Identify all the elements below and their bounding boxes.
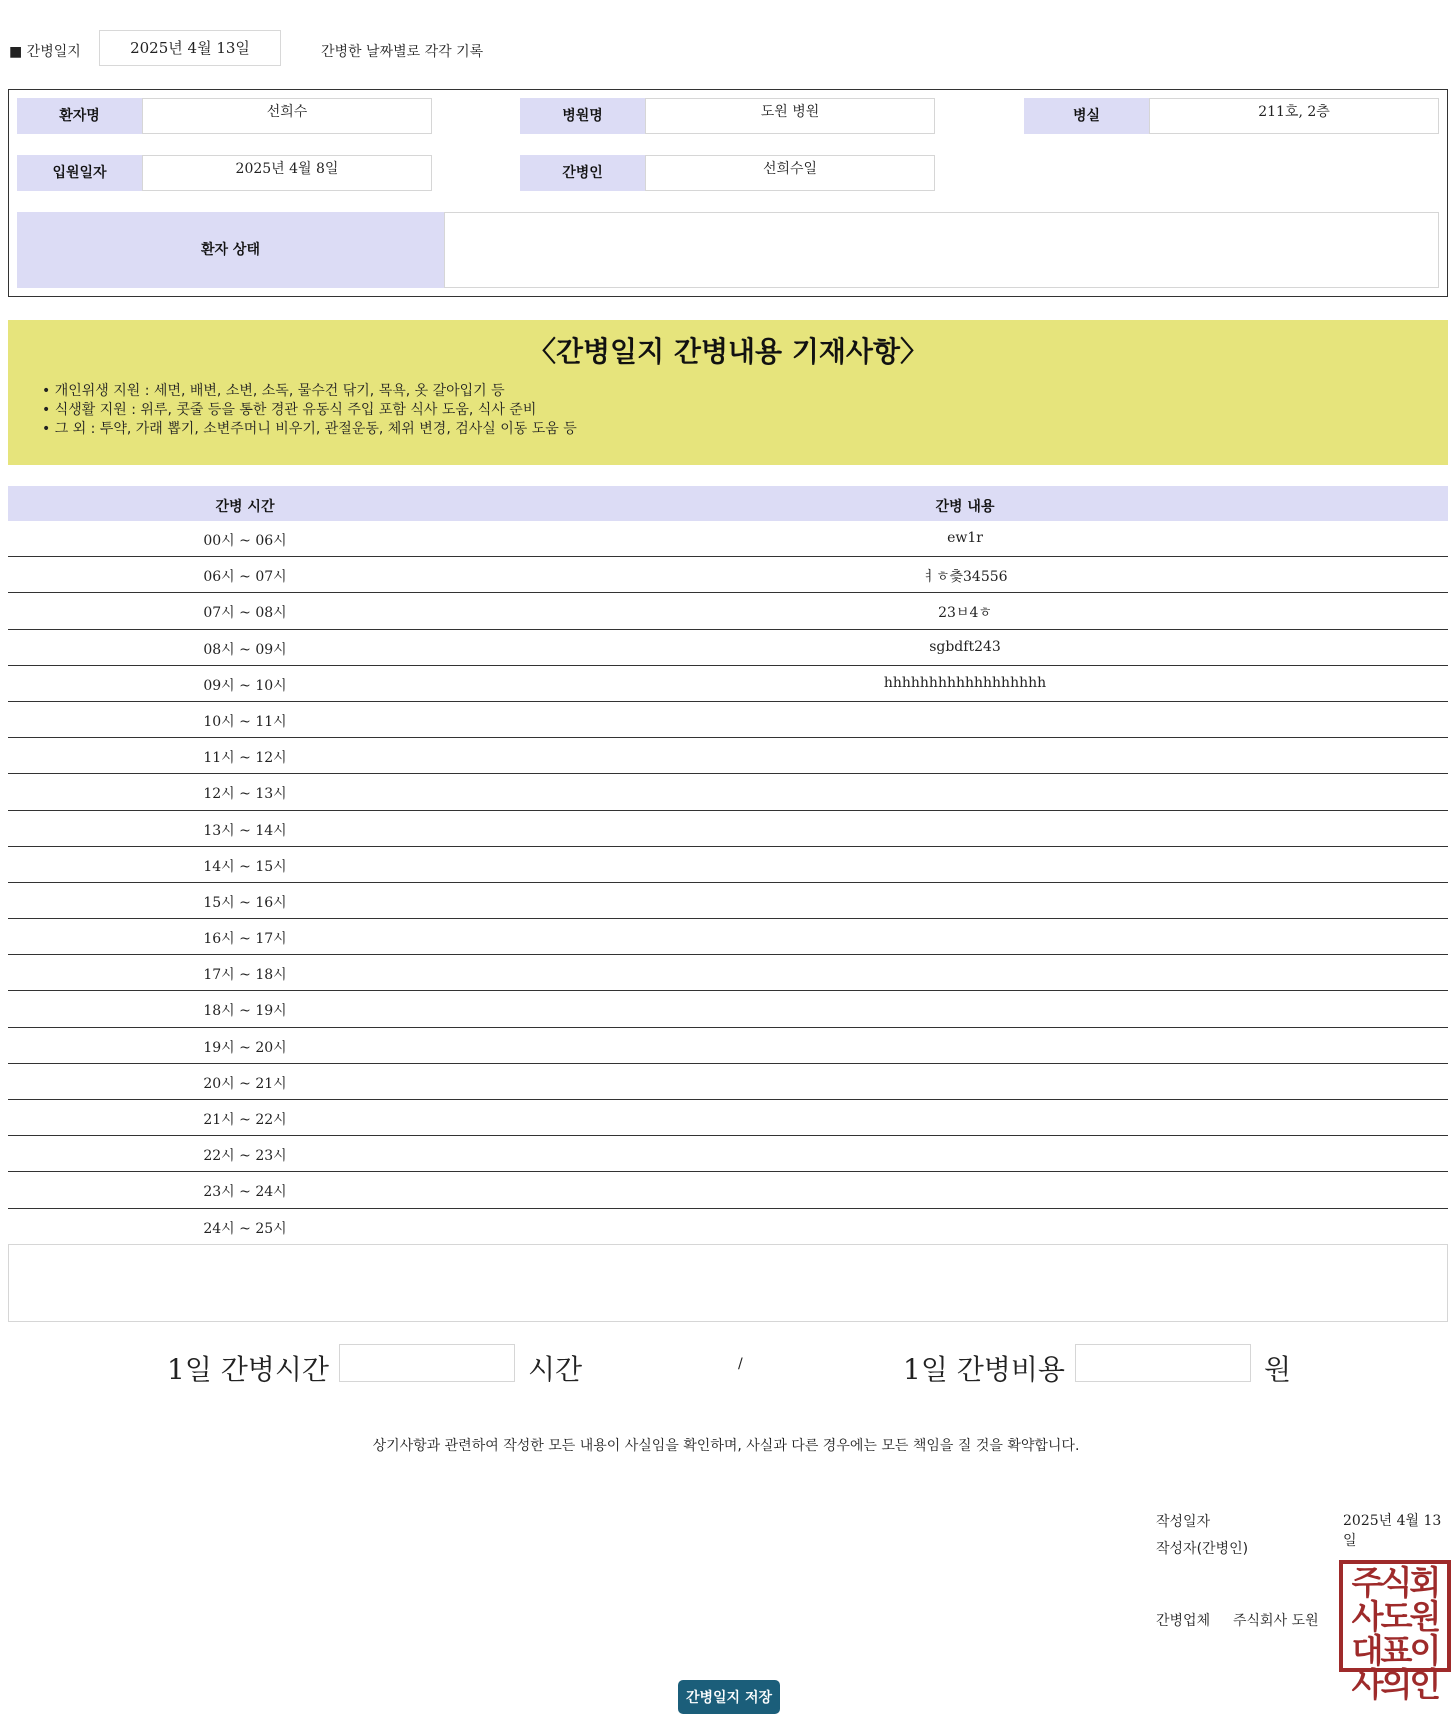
table-row bbox=[8, 1064, 1448, 1100]
writer-label: 작성자(간병인) bbox=[1156, 1541, 1249, 1557]
daily-summary bbox=[0, 1344, 1452, 1388]
care-time-cell: 21시 ~ 22시 bbox=[203, 1112, 287, 1128]
notice-item: • 개인위생 지원 : 세면, 배변, 소변, 소독, 물수건 닦기, 목욕, 옷 갈아입기 등 bbox=[42, 382, 577, 401]
write-date-label: 작성일자 bbox=[1156, 1514, 1211, 1530]
care-time-cell: 15시 ~ 16시 bbox=[203, 894, 287, 911]
care-time-cell: 16시 ~ 17시 bbox=[203, 931, 287, 948]
care-time-cell: 00시 ~ 06시 bbox=[203, 533, 287, 549]
care-content-cell[interactable]: 23ㅂ4ㅎ bbox=[938, 605, 992, 622]
admit-date-label: 입원일자 bbox=[17, 155, 142, 191]
caregiver-label: 간병인 bbox=[520, 155, 645, 191]
table-row bbox=[8, 593, 1448, 629]
caregiver-input[interactable]: 선희수일 bbox=[645, 155, 935, 191]
notice-item: • 그 외 : 투약, 가래 뽑기, 소변주머니 비우기, 관절운동, 체위 변경, 검사실 이동 도움 등 bbox=[42, 420, 577, 439]
room-label: 병실 bbox=[1024, 98, 1149, 134]
admit-date-input[interactable]: 2025년 4월 8일 bbox=[142, 155, 432, 191]
care-time-header: 간병 시간 bbox=[215, 499, 275, 515]
table-row bbox=[8, 521, 1448, 557]
save-diary-button[interactable]: 간병일지 저장 bbox=[678, 1680, 780, 1714]
daily-hours-input[interactable] bbox=[339, 1344, 515, 1382]
patient-name-input[interactable]: 선희수 bbox=[142, 98, 432, 134]
care-time-cell: 07시 ~ 08시 bbox=[203, 605, 287, 622]
table-row bbox=[8, 1100, 1448, 1136]
memo-textarea[interactable] bbox=[8, 1244, 1448, 1322]
diary-label: ■ 간병일지 bbox=[9, 44, 81, 60]
table-row bbox=[8, 1172, 1448, 1208]
diary-note: 간병한 날짜별로 각각 기록 bbox=[321, 44, 484, 60]
care-time-cell: 13시 ~ 14시 bbox=[203, 822, 287, 839]
care-time-cell: 20시 ~ 21시 bbox=[203, 1075, 287, 1092]
company-seal: 주식회사도원대표이사의인 bbox=[1339, 1560, 1451, 1672]
daily-hours-unit: 시간 bbox=[528, 1353, 583, 1386]
table-row bbox=[8, 1209, 1448, 1245]
patient-status-input[interactable] bbox=[444, 212, 1439, 288]
table-row bbox=[8, 991, 1448, 1027]
table-row bbox=[8, 774, 1448, 810]
table-row bbox=[8, 1136, 1448, 1172]
hospital-name-input[interactable]: 도원 병원 bbox=[645, 98, 935, 134]
care-time-cell: 24시 ~ 25시 bbox=[203, 1220, 287, 1237]
table-row bbox=[8, 557, 1448, 593]
notice-title: 〈간병일지 간병내용 기재사항〉 bbox=[527, 335, 929, 368]
care-log-table bbox=[8, 486, 1448, 1245]
daily-hours-label: 1일 간병시간 bbox=[167, 1353, 329, 1386]
care-time-cell: 09시 ~ 10시 bbox=[203, 677, 287, 694]
table-row bbox=[8, 702, 1448, 738]
company-label: 간병업체 bbox=[1156, 1613, 1211, 1629]
care-time-cell: 22시 ~ 23시 bbox=[203, 1148, 287, 1165]
care-content-cell[interactable]: ㅕㅎ츷34556 bbox=[922, 569, 1008, 586]
table-row bbox=[8, 883, 1448, 919]
care-content-header: 간병 내용 bbox=[935, 499, 995, 515]
daily-cost-label: 1일 간병비용 bbox=[903, 1353, 1065, 1386]
care-time-cell: 12시 ~ 13시 bbox=[203, 786, 287, 803]
care-time-cell: 14시 ~ 15시 bbox=[203, 858, 287, 875]
daily-cost-input[interactable] bbox=[1075, 1344, 1251, 1382]
room-input[interactable]: 211호, 2층 bbox=[1149, 98, 1439, 134]
patient-name-label: 환자명 bbox=[17, 98, 142, 134]
guideline-notice bbox=[8, 320, 1448, 465]
care-content-cell[interactable]: hhhhhhhhhhhhhhhhhh bbox=[883, 674, 1047, 691]
care-time-cell: 10시 ~ 11시 bbox=[203, 713, 287, 730]
diary-header bbox=[9, 30, 709, 66]
table-row bbox=[8, 630, 1448, 666]
care-time-cell: 17시 ~ 18시 bbox=[203, 967, 287, 984]
table-row bbox=[8, 919, 1448, 955]
care-time-cell: 19시 ~ 20시 bbox=[203, 1039, 287, 1056]
care-content-cell[interactable]: ew1r bbox=[947, 530, 983, 546]
care-table-header bbox=[8, 486, 1448, 521]
care-time-cell: 08시 ~ 09시 bbox=[203, 641, 287, 658]
table-row bbox=[8, 1028, 1448, 1064]
confirmation-statement: 상기사항과 관련하여 작성한 모든 내용이 사실임을 확인하며, 사실과 다른 경우에는 모든 책임을 질 것을 확약합니다. bbox=[372, 1438, 1080, 1454]
table-row bbox=[8, 847, 1448, 883]
care-time-cell: 06시 ~ 07시 bbox=[203, 569, 287, 586]
notice-item: • 식생활 지원 : 위루, 콧줄 등을 통한 경관 유동식 주입 포함 식사 도움, 식사 준비 bbox=[42, 401, 577, 420]
care-content-cell[interactable]: sgbdft243 bbox=[929, 638, 1001, 655]
daily-cost-unit: 원 bbox=[1264, 1353, 1292, 1386]
diary-date-field[interactable]: 2025년 4월 13일 bbox=[99, 30, 281, 66]
patient-status-label: 환자 상태 bbox=[17, 212, 444, 288]
table-row bbox=[8, 955, 1448, 991]
company-name: 주식회사 도원 bbox=[1233, 1613, 1319, 1629]
table-row bbox=[8, 738, 1448, 774]
care-time-cell: 18시 ~ 19시 bbox=[203, 1003, 287, 1020]
table-row bbox=[8, 811, 1448, 847]
hospital-name-label: 병원명 bbox=[520, 98, 645, 134]
care-time-cell: 11시 ~ 12시 bbox=[203, 750, 287, 767]
patient-info-panel bbox=[8, 89, 1448, 297]
table-row bbox=[8, 666, 1448, 702]
notice-list bbox=[42, 382, 577, 439]
write-date-value: 2025년 4월 13일 bbox=[1343, 1513, 1442, 1549]
care-time-cell: 23시 ~ 24시 bbox=[203, 1184, 287, 1201]
daily-separator: / bbox=[738, 1356, 743, 1372]
